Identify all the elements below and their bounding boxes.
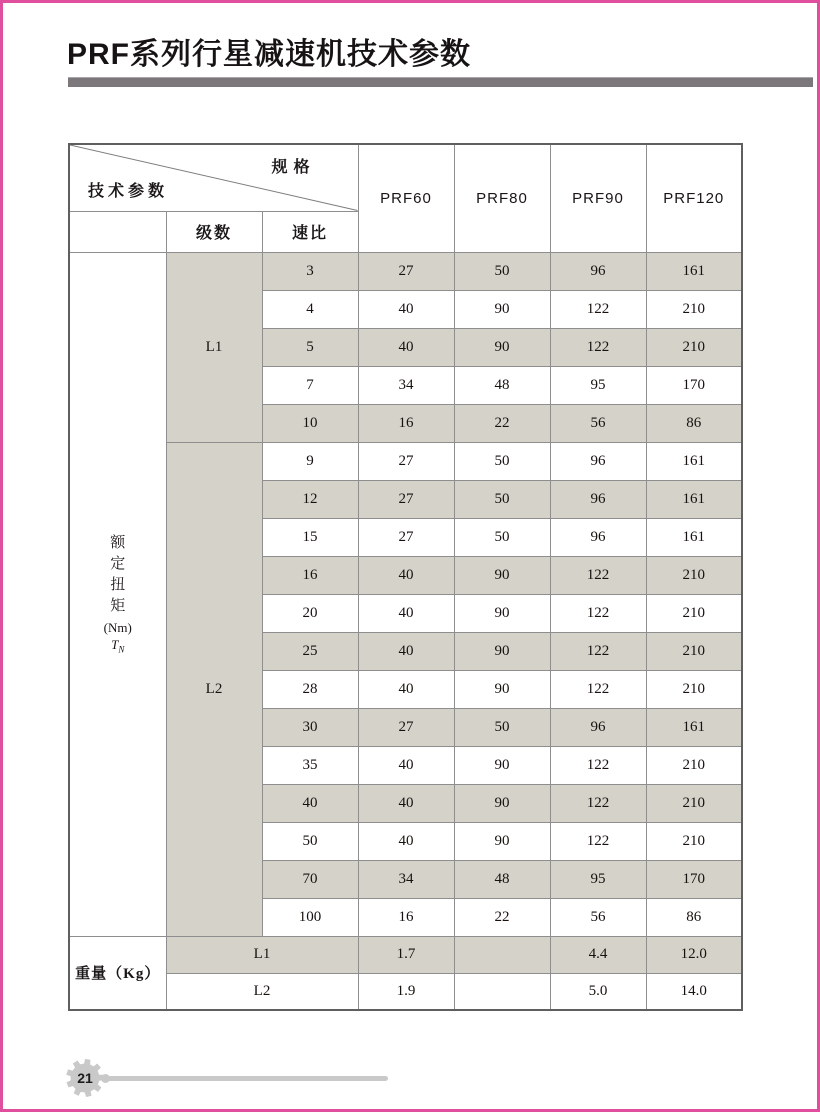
value-cell-prf90: 122	[550, 746, 646, 784]
ratio-cell: 70	[262, 860, 358, 898]
page-title: PRF系列行星减速机技术参数	[67, 38, 471, 71]
value-cell-prf90: 96	[550, 708, 646, 746]
value-cell-prf80: 90	[454, 556, 550, 594]
ratio-cell: 3	[262, 252, 358, 290]
value-cell-prf90: 56	[550, 898, 646, 936]
column-header-prf60: PRF60	[358, 144, 454, 252]
value-cell-prf80: 90	[454, 822, 550, 860]
value-cell-prf60: 40	[358, 784, 454, 822]
torque-axis-label	[69, 252, 166, 936]
value-cell-prf80: 22	[454, 898, 550, 936]
value-cell-prf80: 90	[454, 632, 550, 670]
value-cell-prf120: 161	[646, 480, 742, 518]
value-cell-prf120: 161	[646, 442, 742, 480]
value-cell-prf120: 210	[646, 670, 742, 708]
value-cell-prf120: 161	[646, 708, 742, 746]
value-cell-prf120: 170	[646, 366, 742, 404]
value-cell-prf120: 210	[646, 328, 742, 366]
value-cell-prf90: 122	[550, 784, 646, 822]
value-cell-prf120: 86	[646, 404, 742, 442]
ratio-row-3	[69, 252, 742, 290]
ratio-cell: 12	[262, 480, 358, 518]
value-cell-prf80: 48	[454, 860, 550, 898]
value-cell-prf90: 122	[550, 556, 646, 594]
ratio-cell: 16	[262, 556, 358, 594]
value-cell-prf120: 86	[646, 898, 742, 936]
stage-cell-L1: L1	[166, 252, 262, 442]
weight-stage-cell: L1	[166, 936, 358, 973]
ratio-cell: 100	[262, 898, 358, 936]
weight-row-L1	[69, 936, 742, 973]
value-cell-prf60: 27	[358, 480, 454, 518]
page-number: 21	[77, 1070, 93, 1086]
title-underline-bar	[68, 77, 813, 87]
column-header-prf90: PRF90	[550, 144, 646, 252]
value-cell-prf90: 96	[550, 442, 646, 480]
value-cell-prf60: 40	[358, 556, 454, 594]
value-cell-prf90: 56	[550, 404, 646, 442]
value-cell-prf120: 161	[646, 518, 742, 556]
weight-value-cell-prf80	[454, 936, 550, 973]
value-cell-prf90: 122	[550, 822, 646, 860]
value-cell-prf80: 50	[454, 708, 550, 746]
footer-rule-line	[107, 1076, 388, 1081]
value-cell-prf60: 27	[358, 518, 454, 556]
weight-value-cell-prf80	[454, 973, 550, 1010]
value-cell-prf120: 170	[646, 860, 742, 898]
value-cell-prf80: 22	[454, 404, 550, 442]
value-cell-prf120: 210	[646, 290, 742, 328]
corner-spec-label: 规格	[271, 159, 316, 176]
ratio-cell: 4	[262, 290, 358, 328]
value-cell-prf90: 122	[550, 328, 646, 366]
value-cell-prf80: 90	[454, 328, 550, 366]
ratio-cell: 10	[262, 404, 358, 442]
value-cell-prf60: 40	[358, 290, 454, 328]
value-cell-prf80: 90	[454, 746, 550, 784]
weight-value-cell-prf90: 4.4	[550, 936, 646, 973]
value-cell-prf80: 90	[454, 594, 550, 632]
ratio-cell: 5	[262, 328, 358, 366]
value-cell-prf90: 122	[550, 670, 646, 708]
value-cell-prf120: 161	[646, 252, 742, 290]
ratio-row-9	[69, 442, 742, 480]
weight-label: 重量（Kg）	[69, 936, 166, 1010]
table-body	[69, 252, 742, 1010]
value-cell-prf60: 16	[358, 404, 454, 442]
value-cell-prf60: 40	[358, 632, 454, 670]
value-cell-prf90: 122	[550, 290, 646, 328]
value-cell-prf120: 210	[646, 822, 742, 860]
value-cell-prf90: 96	[550, 518, 646, 556]
value-cell-prf60: 27	[358, 708, 454, 746]
value-cell-prf60: 40	[358, 594, 454, 632]
value-cell-prf60: 34	[358, 860, 454, 898]
weight-value-cell-prf60: 1.9	[358, 973, 454, 1010]
value-cell-prf60: 34	[358, 366, 454, 404]
torque-unit: (Nm)	[103, 620, 132, 636]
column-header-prf120: PRF120	[646, 144, 742, 252]
value-cell-prf80: 90	[454, 784, 550, 822]
ratio-cell: 28	[262, 670, 358, 708]
value-cell-prf60: 40	[358, 670, 454, 708]
ratio-header: 速比	[262, 211, 358, 252]
weight-value-cell-prf60: 1.7	[358, 936, 454, 973]
value-cell-prf60: 40	[358, 328, 454, 366]
weight-stage-cell: L2	[166, 973, 358, 1010]
value-cell-prf120: 210	[646, 556, 742, 594]
blank-header-cell	[69, 211, 166, 252]
value-cell-prf80: 50	[454, 442, 550, 480]
corner-param-label: 技术参数	[88, 182, 169, 200]
value-cell-prf80: 48	[454, 366, 550, 404]
column-header-prf80: PRF80	[454, 144, 550, 252]
header-row-top	[69, 144, 742, 211]
ratio-cell: 7	[262, 366, 358, 404]
value-cell-prf120: 210	[646, 632, 742, 670]
value-cell-prf80: 50	[454, 480, 550, 518]
torque-label-text: 额定扭矩	[110, 535, 126, 615]
value-cell-prf90: 96	[550, 252, 646, 290]
ratio-cell: 15	[262, 518, 358, 556]
value-cell-prf120: 210	[646, 594, 742, 632]
value-cell-prf90: 95	[550, 366, 646, 404]
value-cell-prf80: 50	[454, 252, 550, 290]
corner-header-cell	[69, 144, 358, 211]
value-cell-prf90: 122	[550, 594, 646, 632]
value-cell-prf120: 210	[646, 784, 742, 822]
value-cell-prf60: 27	[358, 252, 454, 290]
stages-header: 级数	[166, 211, 262, 252]
value-cell-prf90: 96	[550, 480, 646, 518]
ratio-cell: 9	[262, 442, 358, 480]
weight-row-L2	[69, 973, 742, 1010]
ratio-cell: 35	[262, 746, 358, 784]
value-cell-prf90: 95	[550, 860, 646, 898]
value-cell-prf60: 40	[358, 746, 454, 784]
value-cell-prf80: 90	[454, 290, 550, 328]
ratio-cell: 50	[262, 822, 358, 860]
weight-value-cell-prf120: 14.0	[646, 973, 742, 1010]
value-cell-prf80: 90	[454, 670, 550, 708]
page-number-badge	[65, 1058, 105, 1098]
value-cell-prf60: 27	[358, 442, 454, 480]
weight-value-cell-prf120: 12.0	[646, 936, 742, 973]
stage-cell-L2: L2	[166, 442, 262, 936]
ratio-cell: 20	[262, 594, 358, 632]
value-cell-prf120: 210	[646, 746, 742, 784]
value-cell-prf60: 40	[358, 822, 454, 860]
torque-symbol: $T_N$	[111, 637, 125, 655]
ratio-cell: 30	[262, 708, 358, 746]
value-cell-prf80: 50	[454, 518, 550, 556]
ratio-cell: 40	[262, 784, 358, 822]
value-cell-prf60: 16	[358, 898, 454, 936]
spec-table	[68, 143, 743, 1011]
value-cell-prf90: 122	[550, 632, 646, 670]
weight-value-cell-prf90: 5.0	[550, 973, 646, 1010]
ratio-cell: 25	[262, 632, 358, 670]
